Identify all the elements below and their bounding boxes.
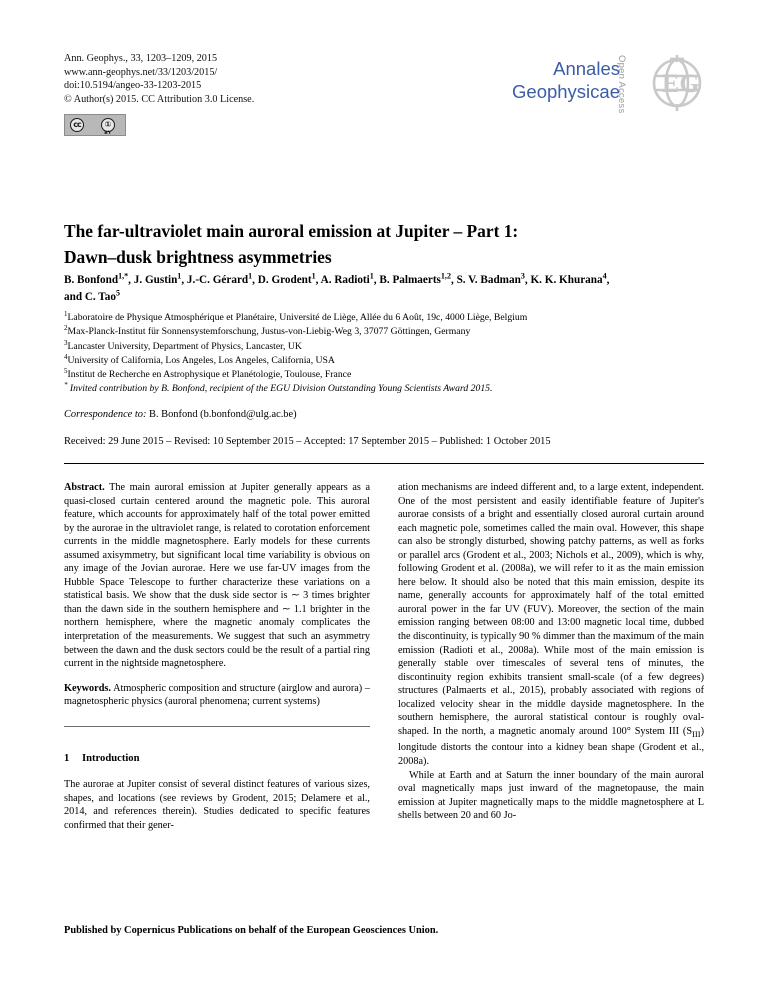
affiliation-text: Lancaster University, Department of Physics, Lancaster, UK [67, 340, 302, 352]
body-paragraph-continued [398, 481, 704, 769]
affiliation-text: Laboratoire de Physique Atmosphérique et Planétaire, Université de Liège, Allée du 6 Août, 19c, 4000 Liège, Belgium [67, 312, 528, 323]
affiliation-item [64, 368, 710, 382]
abstract-label: Abstract. [64, 482, 105, 493]
author-name: , B. Palmaerts [373, 274, 441, 286]
author-affil-marker: 1 [369, 271, 374, 281]
keywords-paragraph [64, 682, 370, 709]
author-name: , J.-C. Gérard [181, 274, 249, 286]
body-text-part1: ation mechanisms are indeed different and, to a large extent, independent. One of the most persistent and easily identifiable feature of Jupiter's aurorae consists of a bright and essentially closed auroral curtain around each magnetic pole, sometimes called the main oval. However, this shape can also be strongly disturbed, showing patchy patterns, as well as forks or parallel arcs (Grodent et al., 2003; Nichols et al., 2009), which is why, following Grodent et al. (2008a), we will refer to it as the main emission here below. It should also be noted that this main emission, despite its name, generally accounts for approximately half of the total emitted auroral power in the far UV (FUV). Moreover, the section of the main emission ranging between 08:00 and 13:00 magnetic local time, dubbed the discontinuity, is typically 90 % dimmer than the maximum of the main emission (Radioti et al., 2008a). While most of the main emission is generally stable over timescales of several tens of minutes, the discontinuity region exhibits transient small-scale (of a few degrees) structures (Palmaerts et al., 2015), probably associated with regions of localized velocity shear in the middle dayside magnetosphere. In the southern hemisphere, the auroral statistical contour is roughly oval-shaped. In the north, a magnetic anomaly around 100° System III (S [398, 482, 704, 737]
author-affil-marker: 4 [602, 271, 607, 281]
author-affil-marker: 1,2 [440, 271, 451, 281]
body-paragraph-2: While at Earth and at Saturn the inner boundary of the main auroral oval magnetically maps just inward of the magnetopause, the main emission at Jupiter magnetically maps to the middle magnetosphere at L shells between 20 and 60 Jo- [398, 769, 704, 822]
journal-url[interactable]: www.ann-geophys.net/33/1203/2015/ [64, 66, 218, 78]
header-divider [64, 463, 704, 464]
copyright-line: © Author(s) 2015. CC Attribution 3.0 License. [64, 93, 255, 105]
affiliation-marker: 5 [64, 366, 68, 375]
section-divider [64, 726, 370, 727]
footer-publisher-note: Published by Copernicus Publications on behalf of the European Geosciences Union. [64, 925, 439, 936]
affiliation-footnote [64, 382, 710, 396]
author-affil-marker: 1 [248, 271, 253, 281]
author-name: , A. Radioti [315, 274, 370, 286]
cc-logo-icon: cc [70, 118, 84, 132]
affiliation-footnote-text: Invited contribution by B. Bonfond, recipient of the EGU Division Outstanding Young Scientists Award 2015. [69, 383, 493, 395]
journal-logo-block [498, 52, 704, 124]
author-name: and C. Tao [64, 290, 116, 303]
section-number: 1 [64, 752, 70, 764]
cc-by-label: BY [104, 130, 112, 136]
author-affil-marker: 1 [177, 271, 182, 281]
correspondence-line [64, 409, 297, 420]
keywords-label: Keywords. [64, 682, 111, 694]
publication-history: Received: 29 June 2015 – Revised: 10 September 2015 – Accepted: 17 September 2015 – Published: 1 October 2015 [64, 436, 551, 447]
journal-doi[interactable]: doi:10.5194/angeo-33-1203-2015 [64, 80, 202, 92]
author-list [64, 272, 710, 305]
journal-logo-title [512, 57, 620, 103]
abstract-paragraph [64, 481, 370, 671]
author-name: , D. Grodent [252, 274, 312, 286]
journal-reference-block [64, 52, 254, 106]
affiliation-marker: 2 [64, 324, 68, 333]
column-left [64, 481, 370, 833]
journal-citation: Ann. Geophys., 33, 1203–1209, 2015 [64, 53, 218, 64]
open-access-label: Open Access [617, 55, 628, 114]
affiliation-item [64, 354, 710, 368]
author-affil-marker: 1 [311, 271, 316, 281]
affiliation-marker: 3 [64, 338, 68, 347]
paper-title-line2: Dawn–dusk brightness asymmetries [64, 246, 332, 267]
svg-text:EG: EG [662, 69, 700, 98]
correspondence-email[interactable]: B. Bonfond (b.bonfond@ulg.ac.be) [149, 409, 297, 420]
section-title: Introduction [82, 752, 140, 764]
author-separator: , [606, 274, 610, 286]
correspondence-label: Correspondence to: [64, 409, 147, 420]
affiliation-marker: 1 [64, 309, 68, 318]
affiliation-item [64, 311, 710, 325]
affiliation-item [64, 340, 710, 354]
affiliation-list [64, 311, 710, 397]
egu-logo-icon [646, 52, 708, 114]
author-name: B. Bonfond [64, 274, 119, 286]
affiliation-marker: 4 [64, 352, 68, 361]
journal-logo-line2: Geophysicae [512, 81, 620, 102]
column-right [398, 481, 704, 823]
paper-title-line1: The far-ultraviolet main auroral emission at Jupiter – Part 1: [64, 220, 519, 241]
author-name: , S. V. Badman [450, 274, 521, 286]
affiliation-item [64, 325, 710, 339]
cc-attribution-icon: ① [101, 118, 115, 132]
author-name: , K. K. Khurana [524, 274, 603, 286]
author-name: , J. Gustin [128, 274, 178, 286]
spacer [64, 671, 370, 682]
body-text-part2: ) longitude distorts the contour into a kidney bean shape (Grodent et al., 2008a). [398, 725, 704, 767]
journal-logo-line1: Annales [553, 58, 620, 79]
affiliation-text: Max-Planck-Institut für Sonnensystemforschung, Justus-von-Liebig-Weg 3, 37077 Göttingen, Germany [67, 326, 471, 338]
subscript-s3: III [692, 728, 701, 739]
affiliation-footnote-marker: * [64, 381, 68, 390]
creative-commons-badge[interactable] [64, 114, 126, 136]
section-heading-introduction [64, 752, 370, 766]
abstract-text: The main auroral emission at Jupiter generally appears as a quasi-closed curtain centered around the magnetic pole. This auroral feature, which accounts for approximately half of the total power emitted by the aurorae in the ultraviolet range, is related to corotation enforcement currents in the middle magnetosphere. Early models for these currents assumed axisymmetry, but significant local time variability is obvious on any image of the Jovian aurorae. Here we use far-UV images from the Hubble Space Telescope to further characterize these variations on a statistical basis. We show that the dusk side sector is ∼ 3 times brighter than the dawn side in the southern hemisphere and ∼ 1.1 brighter in the northern hemisphere, where the magnetic anomaly complicates the interpretation of the measurements. We suggest that such an asymmetry between the dawn and the dusk sectors could be the result of a partial ring current in the nightside magnetosphere. [64, 482, 370, 670]
author-affil-marker: 5 [115, 287, 120, 297]
introduction-paragraph: The aurorae at Jupiter consist of several distinct features of various sizes, shapes, and locations (see reviews by Grodent, 2015; Delamere et al., 2014, and references therein). Studies dedicated to specific features confirmed that their gener- [64, 779, 370, 832]
page-title [64, 218, 714, 270]
keywords-text: Atmospheric composition and structure (airglow and aurora) – magnetospheric physics (auroral phenomena; current systems) [64, 682, 370, 708]
author-affil-marker: 1,* [118, 271, 129, 281]
author-affil-marker: 3 [520, 271, 525, 281]
affiliation-text: University of California, Los Angeles, Los Angeles, California, USA [67, 354, 335, 366]
affiliation-text: Institut de Recherche en Astrophysique et Planétologie, Toulouse, France [67, 369, 352, 381]
